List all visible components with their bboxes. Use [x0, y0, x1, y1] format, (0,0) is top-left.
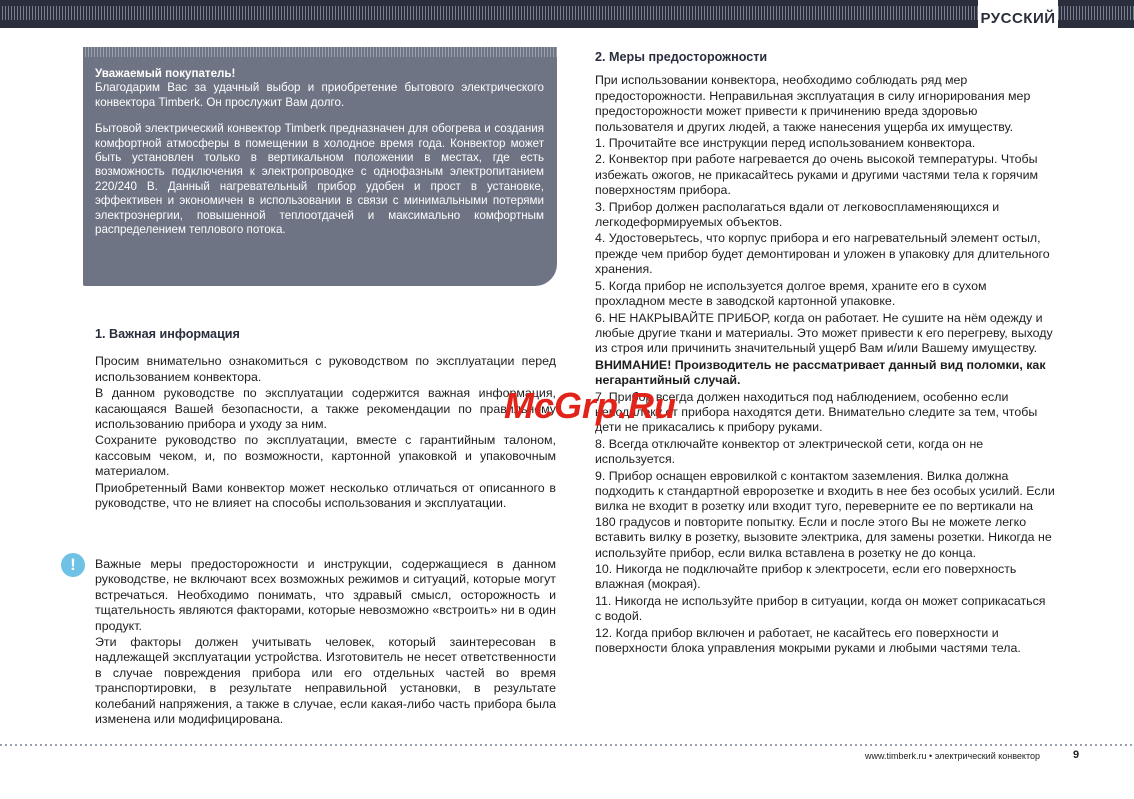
intro-box [83, 47, 557, 286]
language-label: РУССКИЙ [978, 0, 1058, 38]
footer-text[interactable]: www.timberk.ru • электрический конвектор [865, 751, 1040, 761]
section1-paragraph-1: Просим внимательно ознакомиться с руководством по эксплуатации перед использованием конвектора. [95, 354, 556, 384]
precaution-item-5: 5. Когда прибор не используется долгое время, храните его в сухом прохладном месте в заводской картонной упаковке. [595, 278, 987, 309]
precaution-item-7: 7. Прибор всегда должен находиться под наблюдением, особенно если неподалеку от прибора находятся дети. Внимательно следите за тем, чтобы дети не прикасались к прибору руками. [595, 389, 1038, 435]
section2-block [595, 50, 1055, 657]
section1-paragraph-2: В данном руководстве по эксплуатации содержится важная информация, касающаяся Вашей безопасности, а также рекомендации по правильному использованию прибора и уходу за ним. [95, 386, 556, 432]
intro-text-1: Благодарим Вас за удачный выбор и приобретение бытового электрического конвектора Timberk. Он прослужит Вам долго. [95, 81, 544, 109]
note-block [95, 557, 556, 728]
precaution-item-6: 6. НЕ НАКРЫВАЙТЕ ПРИБОР, когда он работает. Не сушите на нём одежду и любые другие ткани и материалы. Это может привести к его перегреву, выходу из строя или причинить значительный ущерб Вам и/или Вашему имуществу. [595, 310, 1053, 356]
precaution-item-9: 9. Прибор оснащен евровилкой с контактом заземления. Вилка должна подходить к стандартной евророзетке и входить в нее без особых усилий. Если вилка не входит в розетку или входит туго, переверните ее по вертикали на 180 градусов и повторите попытку. Если и после этого Вы не можете легко вставить вилку в розетку, вызовите электрика, для замены розетки. Никогда не используйте прибор, если вилка вставлена в розетку не до конца. [595, 468, 1055, 560]
precaution-item-4: 4. Удостоверьтесь, что корпус прибора и его нагревательный элемент остыл, прежде чем прибор будет демонтирован и уложен в упаковку для длительного хранения. [595, 231, 1050, 277]
intro-paragraph-1 [95, 67, 544, 110]
precaution-item-8: 8. Всегда отключайте конвектор от электрической сети, когда он не используется. [595, 436, 984, 467]
section2-intro: При использовании конвектора, необходимо соблюдать ряд мер предосторожности. Неправильная эксплуатация в силу игнорирования мер предосторожности может привести к причинению вреда здоровью пользователя и других людей, а также нанесения ущерба их имуществу. [595, 73, 1031, 134]
section1-title: 1. Важная информация [95, 327, 240, 341]
intro-title: Уважаемый покупатель! [95, 67, 236, 80]
exclamation-icon: ! [61, 553, 85, 577]
note-paragraph-1: Важные меры предосторожности и инструкции, содержащиеся в данном руководстве, не включают всех возможных режимов и ситуаций, которые могут встречаться. Необходимо понимать, что здравый смысл, осторожность и тщательность являются факторами, которые невозможно «встроить» ни в один продукт. [95, 557, 556, 633]
precaution-item-11: 11. Никогда не используйте прибор в ситуации, когда он может соприкасаться с водой. [595, 593, 1046, 624]
bottom-divider [0, 744, 1134, 746]
top-bar-stripes [0, 6, 1134, 20]
intro-paragraph-2: Бытовой электрический конвектор Timberk предназначен для обогрева и создания комфортной атмосферы в помещении в холодное время года. Конвектор может быть установлен только в вертикальном положении в местах, где есть возможность подключения к электропроводке с однофазным электропитанием 220/240 В. Данный нагревательный прибор удобен и прост в установке, эффективен и экономичен в использовании в связи с минимальными потерями электроэнергии, повышенной теплоотдачей и максимально комфортным распределением теплового потока. [95, 122, 544, 237]
section2-title: 2. Меры предосторожности [595, 50, 768, 64]
precaution-item-3: 3. Прибор должен располагаться вдали от легковоспламеняющихся и легкодеформируемых объектов. [595, 199, 1000, 230]
section1-paragraph-3: Сохраните руководство по эксплуатации, вместе с гарантийным талоном, кассовым чеком, и, по возможности, картонной упаковкой и упаковочным материалом. [95, 433, 556, 479]
intro-box-content [95, 67, 544, 249]
precaution-item-1: 1. Прочитайте все инструкции перед использованием конвектора. [595, 136, 976, 151]
page-number: 9 [1073, 749, 1080, 761]
note-paragraph-2: Эти факторы должен учитывать человек, который заинтересован в надлежащей эксплуатации устройства. Изготовитель не несет ответственности в случае повреждения прибора или его отдельных частей во время транспортировки, в результате неправильной установки, в результате колебаний напряжения, а также в случае, если какая-либо часть прибора была изменена или модифицирована. [95, 635, 556, 727]
precaution-item-10: 10. Никогда не подключайте прибор к электросети, если его поверхность влажная (мокрая). [595, 562, 1017, 592]
watermark-logo: McGrp.Ru [504, 385, 677, 426]
intro-box-stripes [83, 47, 557, 57]
section1-paragraph-4: Приобретенный Вами конвектор может несколько отличаться от описанного в руководстве, что не влияет на способы использования и эксплуатации. [95, 480, 556, 511]
precaution-item-2: 2. Конвектор при работе нагревается до очень высокой температуры. Чтобы избежать ожогов, не прикасайтесь руками и другими частями тела к горячим поверхностям прибора. [595, 152, 1039, 198]
section1-block [95, 327, 556, 512]
warning-text: ВНИМАНИЕ! Производитель не рассматривает данный вид поломки, как негарантийный случай. [595, 357, 1046, 388]
precaution-item-12: 12. Когда прибор включен и работает, не касайтесь его поверхности и поверхности блока управления мокрыми руками и любыми частями тела. [595, 625, 1021, 656]
